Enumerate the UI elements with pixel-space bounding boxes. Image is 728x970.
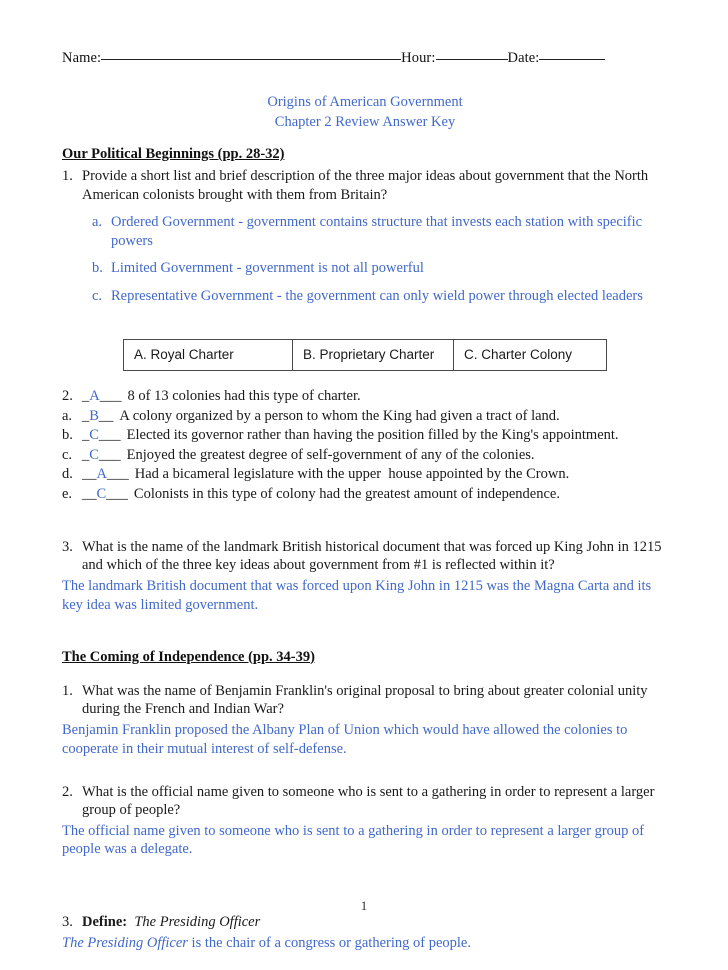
charter-cell-colony: C. Charter Colony	[454, 340, 607, 371]
matching-item-2-answer: A	[89, 388, 100, 405]
matching-item-e-number: e.	[62, 485, 73, 502]
hour-label: Hour:	[401, 50, 436, 66]
matching-item-e-blank-post: ___	[106, 485, 128, 502]
question-2-1	[62, 682, 668, 719]
question-2-3	[62, 913, 668, 932]
answer-1-1-b	[62, 259, 668, 278]
question-2-3-text	[82, 913, 668, 932]
answer-2-1: Benjamin Franklin proposed the Albany Plan of Union which would have allowed the colonies to cooperate in their mutual interest of self-defense.	[62, 721, 628, 757]
matching-item-e	[62, 485, 668, 504]
matching-item-b-blank-pre: _	[82, 427, 90, 444]
question-1-3	[62, 538, 668, 575]
matching-item-b	[62, 426, 668, 445]
question-2-2	[62, 783, 668, 820]
charter-types-table	[123, 339, 607, 371]
answer-1-3: The landmark British document that was forced upon King John in 1215 was the Magna Carta and its key idea was limited government.	[62, 578, 652, 613]
name-blank-rule	[101, 59, 401, 60]
answer-2-3	[62, 934, 668, 953]
matching-item-c-blank	[82, 446, 121, 465]
answer-1-1-a-text: Ordered Government - government contains structure that invests each station with specific powers	[111, 214, 643, 249]
spacer	[62, 668, 668, 678]
question-2-3-label: Define:	[82, 914, 128, 931]
question-2-2-text: What is the official name given to someone who is sent to a gathering in order to represent a larger group of people?	[82, 783, 655, 819]
matching-item-c-text: Enjoyed the greatest degree of self-government of any of the colonies.	[126, 446, 535, 463]
spacer	[62, 504, 668, 534]
charter-table-wrapper	[62, 339, 668, 371]
document-body	[62, 50, 668, 953]
section-heading-coming-of-independence: The Coming of Independence (pp. 34-39)	[62, 648, 315, 665]
document-title	[62, 93, 668, 132]
matching-item-c-blank-post: ___	[98, 446, 121, 463]
page-number: 1	[360, 898, 368, 913]
matching-item-b-text: Elected its governor rather than having the position filled by the King's appointment.	[126, 427, 619, 444]
matching-item-2	[62, 387, 668, 406]
matching-item-d-number: d.	[62, 466, 73, 483]
question-2-1-number: 1.	[62, 682, 73, 699]
question-1-3-text: What is the name of the landmark British historical document that was forced up King John in 1215 and which of the three key ideas about government from #1 is reflected within it?	[82, 538, 662, 574]
question-2-2-number: 2.	[62, 783, 73, 800]
matching-item-2-blank-pre: _	[82, 388, 90, 405]
charter-cell-royal: A. Royal Charter	[124, 340, 293, 371]
student-info-line	[62, 50, 668, 67]
matching-item-a-blank	[82, 407, 113, 426]
matching-item-2-text: 8 of 13 colonies had this type of charter.	[127, 388, 361, 405]
matching-item-d-blank-pre: __	[82, 466, 97, 483]
question-1-1	[62, 167, 668, 204]
answer-1-1-b-letter: b.	[92, 260, 103, 277]
matching-item-e-blank-pre: __	[82, 485, 97, 502]
spacer	[62, 759, 668, 779]
matching-item-e-text: Colonists in this type of colony had the greatest amount of independence.	[133, 485, 560, 502]
question-2-3-number: 3.	[62, 914, 73, 931]
matching-item-a	[62, 407, 668, 426]
matching-item-c-blank-pre: _	[82, 446, 90, 463]
question-1-1-text: Provide a short list and brief description of the three major ideas about government that the North American colonists brought with them from Britain?	[82, 168, 649, 203]
answer-2-3-rest: is the chair of a congress or gathering of people.	[187, 934, 471, 951]
question-1-3-number: 3.	[62, 538, 73, 555]
answer-1-1-c-text: Representative Government - the government can only wield power through elected leaders	[111, 287, 643, 304]
date-blank-rule	[539, 59, 605, 60]
answer-2-3-term: The Presiding Officer	[62, 934, 188, 951]
matching-item-a-number: a.	[62, 407, 73, 424]
matching-item-d-blank	[82, 465, 129, 484]
matching-item-b-answer: C	[89, 427, 99, 444]
title-line-2: Chapter 2 Review Answer Key	[274, 113, 456, 130]
question-1-1-number: 1.	[62, 168, 73, 185]
matching-item-d-text: Had a bicameral legislature with the upper house appointed by the Crown.	[134, 466, 570, 483]
matching-item-e-blank	[82, 485, 128, 504]
charter-cell-proprietary: B. Proprietary Charter	[293, 340, 454, 371]
answer-1-1-a-letter: a.	[92, 214, 103, 231]
matching-item-d-blank-post: ___	[106, 466, 129, 483]
matching-item-c	[62, 446, 668, 465]
matching-item-d	[62, 465, 668, 484]
matching-item-2-number: 2.	[62, 388, 73, 405]
matching-item-b-number: b.	[62, 427, 73, 444]
matching-item-c-number: c.	[62, 446, 73, 463]
spacer	[62, 859, 668, 889]
answer-2-2: The official name given to someone who is sent to a gathering in order to represent a larger group of people was a delegate.	[62, 822, 645, 858]
title-line-1: Origins of American Government	[267, 94, 463, 110]
matching-item-2-blank-post: ___	[99, 388, 122, 405]
matching-item-e-answer: C	[96, 485, 107, 502]
question-2-3-term: The Presiding Officer	[134, 914, 261, 931]
matching-item-a-blank-pre: _	[82, 407, 90, 424]
answer-1-1-c-letter: c.	[92, 287, 103, 304]
name-label: Name:	[62, 50, 102, 66]
matching-item-b-blank	[82, 426, 121, 445]
answer-1-1-a	[62, 213, 668, 250]
answer-1-1-c	[62, 287, 668, 306]
table-row	[124, 340, 607, 371]
matching-item-2-blank	[82, 387, 121, 406]
matching-item-d-answer: A	[96, 466, 107, 483]
section-heading-political-beginnings: Our Political Beginnings (pp. 28-32)	[62, 146, 285, 163]
date-label: Date:	[507, 50, 540, 66]
matching-item-a-text: A colony organized by a person to whom the King had given a tract of land.	[119, 407, 560, 424]
matching-item-a-answer: B	[89, 407, 99, 424]
hour-blank-rule	[436, 59, 508, 60]
answer-1-1-b-text: Limited Government - government is not all powerful	[111, 260, 424, 277]
question-2-1-text: What was the name of Benjamin Franklin's original proposal to bring about greater colonial unity during the French and Indian War?	[82, 682, 648, 718]
spacer	[62, 615, 668, 635]
matching-item-a-blank-post: __	[98, 407, 114, 424]
matching-item-c-answer: C	[89, 446, 99, 463]
matching-item-b-blank-post: ___	[98, 427, 121, 444]
